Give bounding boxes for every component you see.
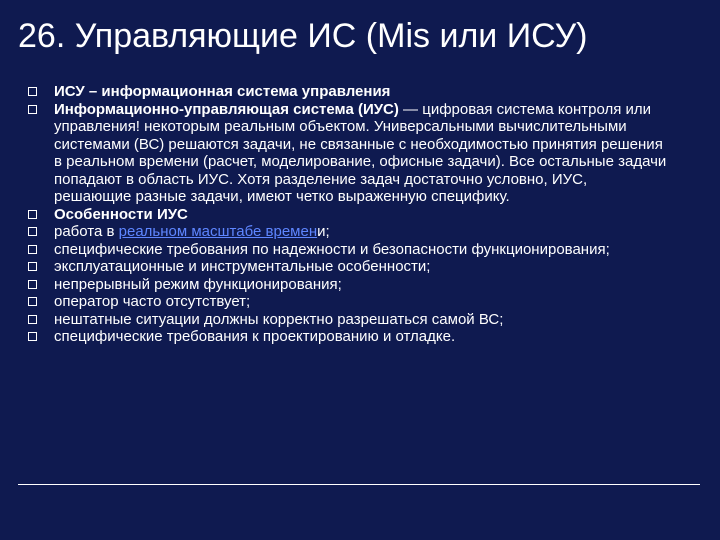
footer-divider — [18, 484, 700, 485]
list-item-emergency — [28, 311, 668, 329]
list-item-continuous — [28, 276, 668, 294]
list-item-text: оператор часто отсутствует; — [54, 293, 251, 310]
list-item-operational — [28, 258, 668, 276]
hollow-square-bullet-icon — [28, 262, 37, 271]
slide-number: 26. — [18, 17, 66, 55]
list-item-isu-definition — [28, 83, 668, 101]
slide-title-text: Управляющие ИС (Mis или ИСУ) — [74, 17, 588, 55]
hollow-square-bullet-icon — [28, 210, 37, 219]
list-item-text: работа в — [54, 223, 119, 240]
list-item-text: — цифровая система контроля или управления! некоторым реальным объектом. Универсальными вычислительными системами (ВС) решаются задачи, не связанные с необходимостью принятия решения в реальном времени (расчет, моделирование, офисные задачи). Все остальные задачи попадают в область ИУС. Хотя разделение задач достаточно условно, ИУС, решающие разные задачи, имеют четко выраженную специфику. — [54, 100, 667, 205]
hollow-square-bullet-icon — [28, 87, 37, 96]
list-item-ius-definition — [28, 101, 668, 206]
hollow-square-bullet-icon — [28, 105, 37, 114]
list-item-text: эксплуатационные и инструментальные особенности; — [54, 258, 431, 275]
list-item-realtime — [28, 223, 668, 241]
list-item-features-heading — [28, 206, 668, 224]
list-item-reliability — [28, 241, 668, 259]
list-item-text: и; — [317, 223, 330, 240]
hollow-square-bullet-icon — [28, 315, 37, 324]
list-item-text: Особенности ИУС — [54, 205, 188, 223]
slide-title — [18, 18, 708, 55]
list-item-text: непрерывный режим функционирования; — [54, 275, 342, 293]
list-item-text: ИСУ – информационная система управления — [54, 83, 391, 100]
hollow-square-bullet-icon — [28, 332, 37, 341]
list-item-text: специфические требования по надежности и безопасности функционирования; — [54, 240, 610, 258]
list-item-text: специфические требования к проектированию и отладке. — [54, 328, 456, 345]
hollow-square-bullet-icon — [28, 245, 37, 254]
hollow-square-bullet-icon — [28, 227, 37, 236]
realtime-link[interactable]: реальном масштабе времен — [118, 223, 318, 240]
list-item-design — [28, 328, 668, 346]
list-item-operator — [28, 293, 668, 311]
list-item-text: нештатные ситуации должны корректно разрешаться самой ВС; — [54, 310, 504, 328]
hollow-square-bullet-icon — [28, 297, 37, 306]
list-item-term: Информационно-управляющая система (ИУС) — [54, 100, 399, 118]
hollow-square-bullet-icon — [28, 280, 37, 289]
bullet-list — [28, 83, 668, 346]
